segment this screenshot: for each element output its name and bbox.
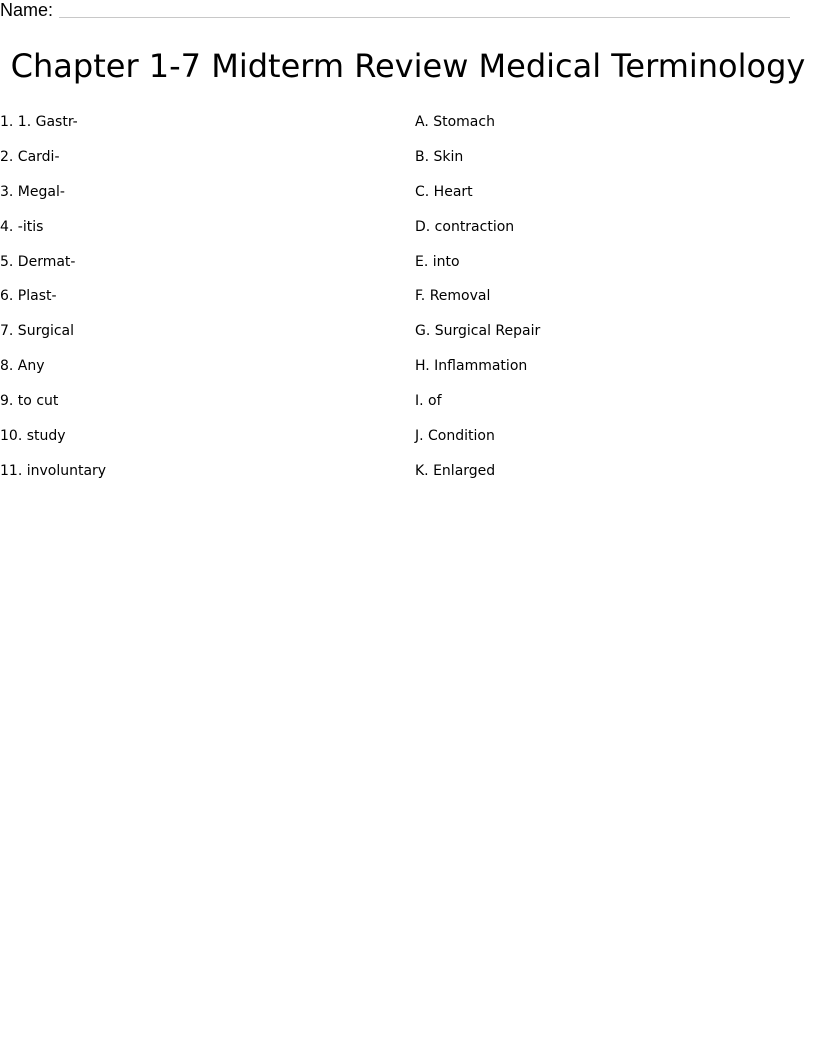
definition-item: D. contraction xyxy=(415,218,515,235)
name-label: Name: xyxy=(0,0,54,20)
term-item: 5. Dermat- xyxy=(0,253,76,270)
term-item: 8. Any xyxy=(0,358,45,375)
term-item: 3. Megal- xyxy=(0,183,65,200)
term-item: 11. involuntary xyxy=(0,462,107,479)
term-item: 7. Surgical xyxy=(0,323,75,340)
term-item: 6. Plast- xyxy=(0,288,57,305)
name-blank-line[interactable] xyxy=(59,17,790,18)
name-field-row xyxy=(0,0,790,22)
definition-item: G. Surgical Repair xyxy=(415,323,541,340)
term-item: 1. 1. Gastr- xyxy=(0,114,78,130)
definition-item: B. Skin xyxy=(415,148,464,165)
term-item: 2. Cardi- xyxy=(0,148,60,165)
terms-column xyxy=(0,112,400,496)
definition-item: H. Inflammation xyxy=(415,358,528,375)
definitions-column xyxy=(415,112,805,496)
definition-item: E. into xyxy=(415,253,460,270)
definition-item: I. of xyxy=(415,393,442,410)
page-title: Chapter 1-7 Midterm Review Medical Terminology xyxy=(10,47,806,85)
definition-item: J. Condition xyxy=(415,428,495,445)
term-item: 4. -itis xyxy=(0,218,44,235)
term-item: 9. to cut xyxy=(0,393,59,410)
definition-item: F. Removal xyxy=(415,288,491,305)
definition-item: C. Heart xyxy=(415,183,473,200)
definition-item: K. Enlarged xyxy=(415,462,496,479)
term-item: 10. study xyxy=(0,428,66,445)
definition-item: A. Stomach xyxy=(415,114,495,130)
